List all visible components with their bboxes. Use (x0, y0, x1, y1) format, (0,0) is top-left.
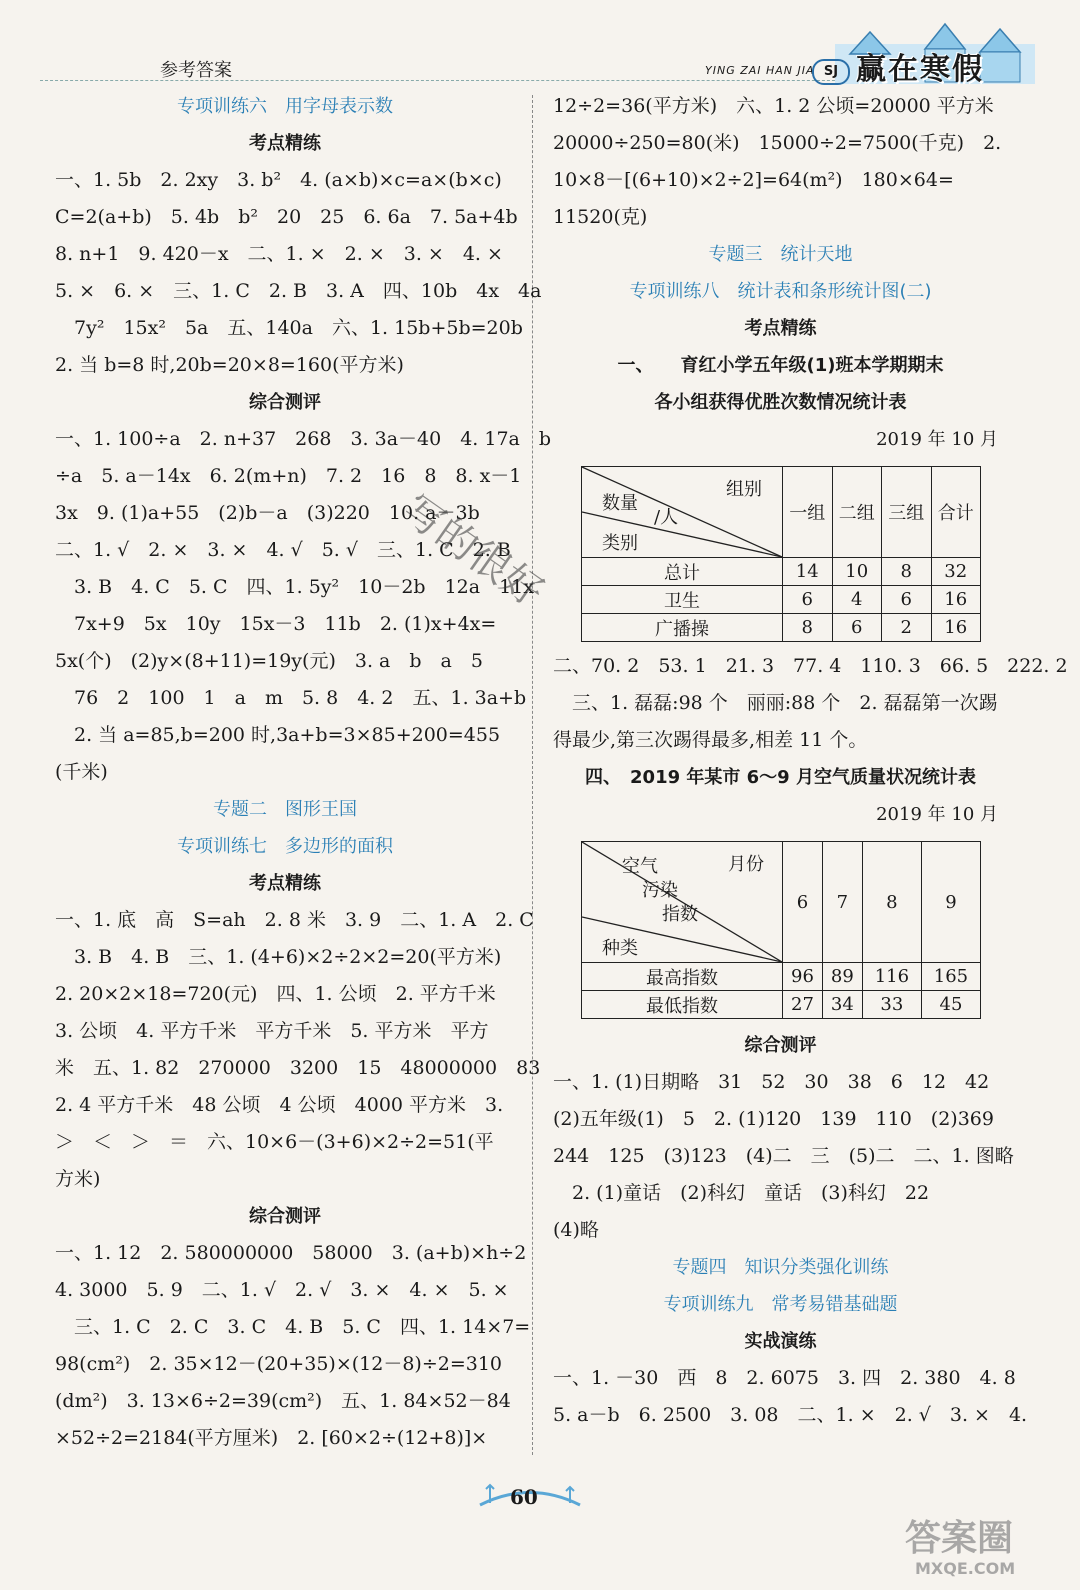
answer-line: 5x(个) (2)y×(8+11)=19y(元) 3. a b a 5 (55, 650, 483, 672)
watermark-logo (900, 1510, 1070, 1580)
table1-h-group: 组别 (726, 479, 762, 500)
answer-line: 2. 4 平方千米 48 公顷 4 公顷 4000 平方米 3. (55, 1094, 504, 1116)
section-heading: 专题二 图形王国 (213, 799, 357, 820)
answer-line: 2. (1)童话 (2)科幻 童话 (3)科幻 22 (553, 1182, 930, 1204)
answer-line: 76 2 100 1 a m 5. 8 4. 2 五、1. 3a+b (55, 687, 527, 709)
answer-line: 三、1. 磊磊:98 个 丽丽:88 个 2. 磊磊第一次踢 (553, 692, 998, 714)
table1-cell: 2 (882, 614, 932, 642)
table1-row-label: 广播操 (582, 614, 783, 642)
answer-line: 10×8－[(6+10)×2÷2]=64(m²) 180×64= (553, 169, 954, 191)
table2-h-air: 空气 (622, 856, 658, 877)
table2-col: 6 (783, 842, 823, 963)
answer-line: 8. n+1 9. 420－x 二、1. × 2. × 3. × 4. × (55, 243, 503, 265)
answer-line: 三、1. C 2. C 3. C 4. B 5. C 四、1. 14×7= (55, 1316, 531, 1338)
section-heading: 专题四 知识分类强化训练 (672, 1257, 889, 1278)
sub-heading: 考点精练 (249, 873, 321, 894)
answer-line: 7x+9 5x 10y 15x－3 11b 2. (1)x+4x= (55, 613, 497, 635)
section-heading: 专题三 统计天地 (708, 244, 853, 265)
answer-line: 5. a－b 6. 2500 3. 08 二、1. × 2. √ 3. × 4. (553, 1404, 1028, 1426)
sub-heading: 考点精练 (249, 133, 321, 154)
table2-h-kind: 种类 (602, 938, 638, 959)
table2-cell: 165 (921, 963, 980, 991)
answer-line: (4)略 (553, 1219, 599, 1241)
answer-line: 7y² 15x² 5a 五、140a 六、1. 15b+5b=20b (55, 317, 523, 339)
section-heading: 专项训练九 常考易错基础题 (663, 1294, 898, 1315)
right-column (553, 88, 1068, 1434)
table1-cell: 6 (882, 586, 932, 614)
table1-cell: 8 (783, 614, 833, 642)
answer-line: 米 五、1. 82 270000 3200 15 48000000 83 (55, 1057, 541, 1079)
table1-cell: 16 (931, 586, 981, 614)
sub-heading: 综合测评 (249, 1206, 321, 1227)
answer-line: 2019 年 10 月 (876, 429, 998, 450)
table1-col: 二组 (832, 467, 882, 558)
table2-col: 7 (822, 842, 862, 963)
answer-line: 一、1. 100÷a 2. n+37 268 3. 3a－40 4. 17a b (55, 428, 552, 450)
page-number: 60 (510, 1485, 538, 1509)
answer-line: 一、1. 底 高 S=ah 2. 8 米 3. 9 二、1. A 2. C (55, 909, 534, 931)
table2-h-month: 月份 (728, 854, 764, 875)
sub-heading: 实战演练 (744, 1331, 817, 1352)
answer-line: 一、1. 5b 2. 2xy 3. b² 4. (a×b)×c=a×(b×c) (55, 169, 502, 191)
table2-cell: 33 (862, 991, 921, 1019)
table1-cell: 10 (832, 558, 882, 586)
answer-line: (2)五年级(1) 5 2. (1)120 139 110 (2)369 (553, 1108, 994, 1130)
answer-line: 5. × 6. × 三、1. C 2. B 3. A 四、10b 4x 4a (55, 280, 542, 302)
answer-line: 12÷2=36(平方米) 六、1. 2 公顷=20000 平方米 (553, 95, 994, 117)
left-column (55, 88, 552, 1457)
table2-cell: 34 (822, 991, 862, 1019)
watermark-top: 答案圈 (905, 1518, 1014, 1559)
table1-cell: 4 (832, 586, 882, 614)
answer-line: 一、1. 12 2. 580000000 58000 3. (a+b)×h÷2 (55, 1242, 527, 1264)
sj-badge: SJ (812, 59, 850, 85)
answer-line: 得最少,第三次踢得最多,相差 11 个。 (553, 729, 868, 751)
answer-line: 244 125 (3)123 (4)二 三 (5)二 二、1. 图略 (553, 1145, 1014, 1167)
answer-line: (dm²) 3. 13×6÷2=39(cm²) 五、1. 84×52－84 (55, 1390, 511, 1412)
right-mid-block (553, 648, 1068, 833)
answer-line: 3. B 4. B 三、1. (4+6)×2÷2×2=20(平方米) (55, 946, 502, 968)
table2-cell: 89 (822, 963, 862, 991)
right-bottom-block (553, 1027, 1028, 1434)
section-heading: 专项训练七 多边形的面积 (177, 836, 393, 857)
table2-cell: 116 (862, 963, 921, 991)
table1-h-qty: 数量 (602, 493, 638, 514)
book-title: 赢在寒假 (856, 52, 984, 87)
handwriting-note: 写的很好 (394, 486, 552, 617)
answer-line: 4. 3000 5. 9 二、1. √ 2. √ 3. × 4. × 5. × (55, 1279, 509, 1301)
sub-heading: 综合测评 (249, 392, 321, 413)
answer-line: 2019 年 10 月 (876, 804, 998, 825)
air-quality-table (581, 841, 981, 1019)
header-en-title: YING ZAI HAN JIA (705, 64, 815, 77)
answer-line: ×52÷2=2184(平方厘米) 2. [60×2÷(12+8)]× (55, 1427, 488, 1449)
table1-col: 合计 (931, 467, 981, 558)
table2-cell: 45 (921, 991, 980, 1019)
table2-col: 8 (862, 842, 921, 963)
section-heading: 专项训练八 统计表和条形统计图(二) (629, 281, 932, 302)
answer-line: 2. 20×2×18=720(元) 四、1. 公顷 2. 平方千米 (55, 983, 496, 1005)
answer-line: 3. B 4. C 5. C 四、1. 5y² 10－2b 12a 11x (55, 576, 534, 598)
answer-line: 2. 当 a=85,b=200 时,3a+b=3×85+200=455 (55, 724, 501, 746)
table1-h-unit-text: 人 (660, 507, 679, 528)
table2-row-label: 最低指数 (582, 991, 783, 1019)
answer-line: 一、1. (1)日期略 31 52 30 38 6 12 42 (553, 1071, 990, 1093)
answer-line: 3x 9. (1)a+55 (2)b－a (3)220 10. a－3b (55, 502, 480, 524)
answer-line: (千米) (55, 761, 108, 783)
answer-line: 3. 公顷 4. 平方千米 平方千米 5. 平方米 平方 (55, 1020, 489, 1042)
sub-heading: 考点精练 (744, 318, 817, 339)
table2-header-cell (582, 842, 783, 963)
answer-line: 一、 育红小学五年级(1)班本学期期末 (617, 355, 944, 376)
answer-line: 方米) (55, 1168, 101, 1190)
table1-cell: 8 (882, 558, 932, 586)
right-top-block (553, 88, 1008, 458)
answer-line: 各小组获得优胜次数情况统计表 (654, 392, 907, 413)
table1-cell: 32 (931, 558, 981, 586)
answer-line: C=2(a+b) 5. 4b b² 20 25 6. 6a 7. 5a+4b (55, 206, 518, 228)
table2-h-idx: 指数 (662, 904, 698, 925)
table1-col: 三组 (882, 467, 932, 558)
table1-h-type: 类别 (602, 533, 638, 554)
table1-cell: 6 (832, 614, 882, 642)
table2-h-poll: 污染 (642, 880, 678, 901)
answer-line: ＞ ＜ ＞ ＝ 六、10×6－(3+6)×2÷2=51(平 (55, 1131, 494, 1153)
table1-row-label: 卫生 (582, 586, 783, 614)
table1-cell: 16 (931, 614, 981, 642)
answer-line: 四、 2019 年某市 6～9 月空气质量状况统计表 (585, 767, 976, 788)
sub-heading: 综合测评 (744, 1035, 817, 1056)
watermark-bottom: MXQE.COM (915, 1559, 1016, 1578)
answer-line: 11520(克) (553, 206, 648, 228)
group-wins-table (581, 466, 981, 642)
table2-row-label: 最高指数 (582, 963, 783, 991)
answer-line: 2. 当 b=8 时,20b=20×8=160(平方米) (55, 354, 404, 376)
answer-line: 一、1. －30 西 8 2. 6075 3. 四 2. 380 4. 8 (553, 1367, 1016, 1389)
table1-row-label: 总计 (582, 558, 783, 586)
table1-cell: 14 (783, 558, 833, 586)
table2-col: 9 (921, 842, 980, 963)
table2-cell: 27 (783, 991, 823, 1019)
answer-line: 98(cm²) 2. 35×12－(20+35)×(12－8)÷2=310 (55, 1353, 503, 1375)
answer-line: 二、70. 2 53. 1 21. 3 77. 4 110. 3 66. 5 222. 2 (553, 655, 1068, 677)
table1-h-unit: /人 (654, 507, 679, 528)
table1-header-cell (582, 467, 783, 558)
header-left-label: 参考答案 (160, 60, 232, 81)
answer-line: ÷a 5. a－14x 6. 2(m+n) 7. 2 16 8 8. x－1 (55, 465, 522, 487)
table2-cell: 96 (783, 963, 823, 991)
answer-line: 20000÷250=80(米) 15000÷2=7500(千克) 2. (553, 132, 1002, 154)
table1-col: 一组 (783, 467, 833, 558)
section-heading: 专项训练六 用字母表示数 (177, 96, 393, 117)
table1-cell: 6 (783, 586, 833, 614)
header-rule (40, 80, 860, 81)
answer-line: 二、1. √ 2. × 3. × 4. √ 5. √ 三、1. C 2. B (55, 539, 511, 561)
